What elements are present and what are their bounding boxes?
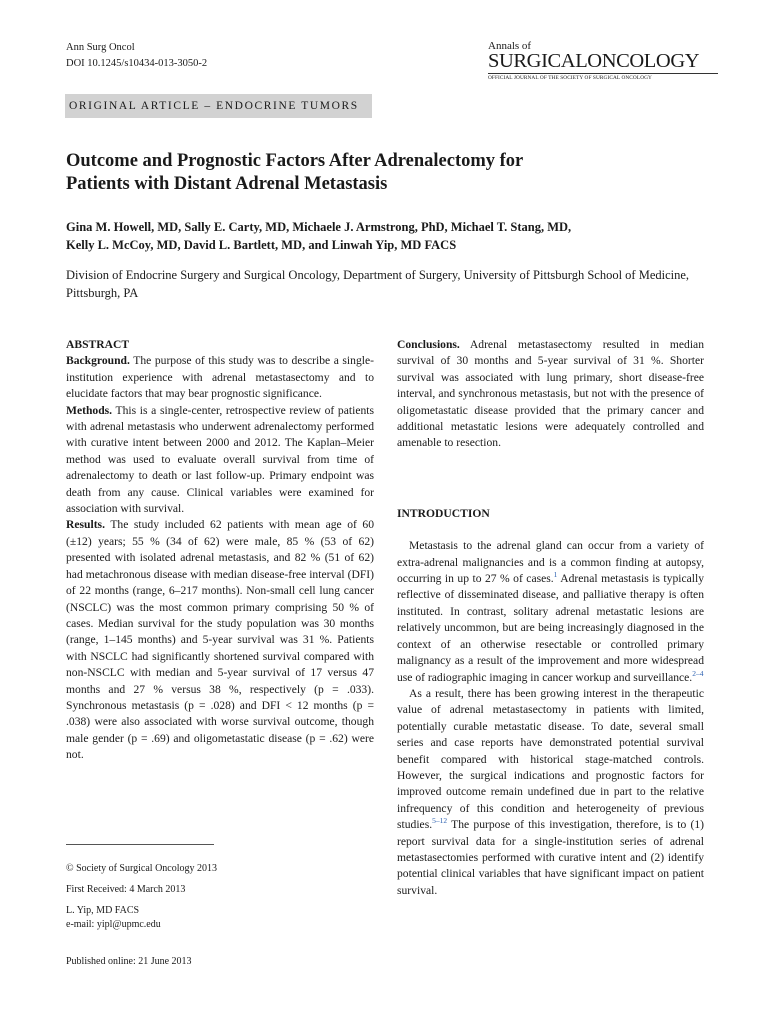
- conclusions-label: Conclusions.: [397, 338, 460, 351]
- intro-paragraph-2: [397, 686, 704, 899]
- article-category-banner: [65, 94, 372, 118]
- logo-main: SURGICALONCOLOGY: [488, 52, 718, 74]
- title-line-1: Outcome and Prognostic Factors After Adrenalectomy for: [66, 151, 524, 171]
- introduction-heading: INTRODUCTION: [397, 506, 490, 520]
- abstract-methods: [66, 403, 374, 518]
- abstract-conclusions: [397, 337, 704, 452]
- logo-pre: Annals of: [488, 40, 532, 52]
- received-date: First Received: 4 March 2013: [66, 884, 186, 895]
- logo-sub: OFFICIAL JOURNAL OF THE SOCIETY OF SURGICAL ONCOLOGY: [488, 75, 652, 81]
- citation-link[interactable]: 1: [553, 570, 558, 580]
- author-list: [66, 218, 706, 254]
- journal-logo: [488, 40, 718, 82]
- conclusions-text: Adrenal metastasectomy resulted in median survival of 30 months and 5-year survival of 31 %. Shorter survival was associated with lung primary, short disease-free interval, and synchronous metastasis, but not with the presence of oligometastatic disease provided that the primary cancer and additional metastatic lesions were adequately controlled and amenable to resection.: [397, 338, 704, 450]
- abstract-heading: ABSTRACT: [66, 338, 130, 351]
- methods-text: This is a single-center, retrospective review of patients with adrenal metastasis who underwent adrenalectomy performed with curative intent between 2000 and 2012. The Kaplan–Meier method was used to evaluate overall survival from time of adrenalectomy to death or last follow-up. Primary endpoint was death from any cause. Clinical variables were examined for association with survival.: [66, 403, 374, 516]
- abstract-background: [66, 353, 374, 402]
- right-column: [397, 337, 704, 899]
- article-category: ORIGINAL ARTICLE – ENDOCRINE TUMORS: [69, 100, 359, 112]
- footnote-divider: [66, 844, 214, 845]
- intro-p1-a: Metastasis to the adrenal gland can occur from a variety of extra-adrenal malignancies and is a common finding at autopsy, occurring in up to 27 % of cases.: [397, 539, 704, 586]
- intro-p2-a: As a result, there has been growing interest in the therapeutic value of adrenal metastasectomy in patients with limited, potentially curable metastatic disease. To date, several small series and case reports have demonstrated potential survival benefit compared with historical stage-matched controls. However, the surgical indications and prognostic factors for improved outcome remain undefined due in part to the relative infrequency of this condition and heterogeneity of previous studies.: [397, 686, 704, 832]
- published-date: Published online: 21 June 2013: [66, 956, 192, 967]
- results-label: Results.: [66, 518, 105, 532]
- title-line-2: Patients with Distant Adrenal Metastasis: [66, 174, 388, 194]
- background-text: The purpose of this study was to describe a single-institution experience with adrenal metastasectomy and to elucidate factors that may bear prognostic significance.: [66, 354, 374, 401]
- citation-link[interactable]: 5–12: [432, 816, 448, 826]
- affiliation: Division of Endocrine Surgery and Surgical Oncology, Department of Surgery, University of Pittsburgh School of Medicine, Pittsburgh, PA: [66, 268, 690, 300]
- citation-link[interactable]: 2–4: [692, 668, 704, 678]
- intro-paragraph-1: [397, 538, 704, 686]
- contact-name: L. Yip, MD FACS: [66, 905, 140, 916]
- intro-p1-b: Adrenal metastasis is typically reflective of disseminated disease, and palliative therapy is often instituted. In contrast, solitary adrenal metastatic lesions are relatively uncommon, but are being increasingly diagnosed in the context of an otherwise resectable or controlled primary malignancy as a result of the improvement and more widespread use of radiographic imaging in cancer workup and surveillance.: [397, 572, 704, 684]
- authors-line-1: Gina M. Howell, MD, Sally E. Carty, MD, Michaele J. Armstrong, PhD, Michael T. Stang, MD,: [66, 220, 572, 234]
- journal-reference: [66, 40, 207, 72]
- results-text: The study included 62 patients with mean age of 60 (±12) years; 55 % (34 of 62) were male, 85 % (53 of 62) presented with isolated adrenal metastasis, and 82 % (51 of 62) had metachronous disease with median disease-free interval (DFI) of 22 months (range, 6–217 months). Non-small cell lung cancer (NSCLC) was the most common primary comprising 50 % of cases. Median survival for the study population was 30 months (range, 1–145 months) and 5-year survival was 31 %. Patients with NSCLC had significantly shortened survival compared with non-NSCLC with median and 5-year survival of 17 versus 47 months and 27 % versus 38 %, respectively (p = .033). Synchronous metastasis (p = .028) and DFI < 12 months (p = .038) were also associated with worse survival outcome, though male gender (p = .69) and oligometastatic disease (p = .62) were not.: [66, 518, 374, 762]
- abstract-results: [66, 517, 374, 763]
- authors-line-2: Kelly L. McCoy, MD, David L. Bartlett, MD, and Linwah Yip, MD FACS: [66, 238, 457, 252]
- doi-link[interactable]: DOI 10.1245/s10434-013-3050-2: [66, 58, 208, 69]
- copyright: © Society of Surgical Oncology 2013: [66, 863, 218, 874]
- article-title: [66, 150, 706, 196]
- methods-label: Methods.: [66, 403, 113, 417]
- contact-email[interactable]: e-mail: yipl@upmc.edu: [66, 919, 161, 930]
- journal-name: Ann Surg Oncol: [66, 42, 135, 53]
- intro-p2-b: The purpose of this investigation, therefore, is to (1) report survival data for a single-institution series of adrenal metastasectomies performed with curative intent and (2) identify potential clinical variables that have significant impact on patient survival.: [397, 818, 704, 897]
- background-label: Background.: [66, 354, 130, 368]
- footnote: [66, 862, 217, 932]
- abstract-column: [66, 337, 374, 764]
